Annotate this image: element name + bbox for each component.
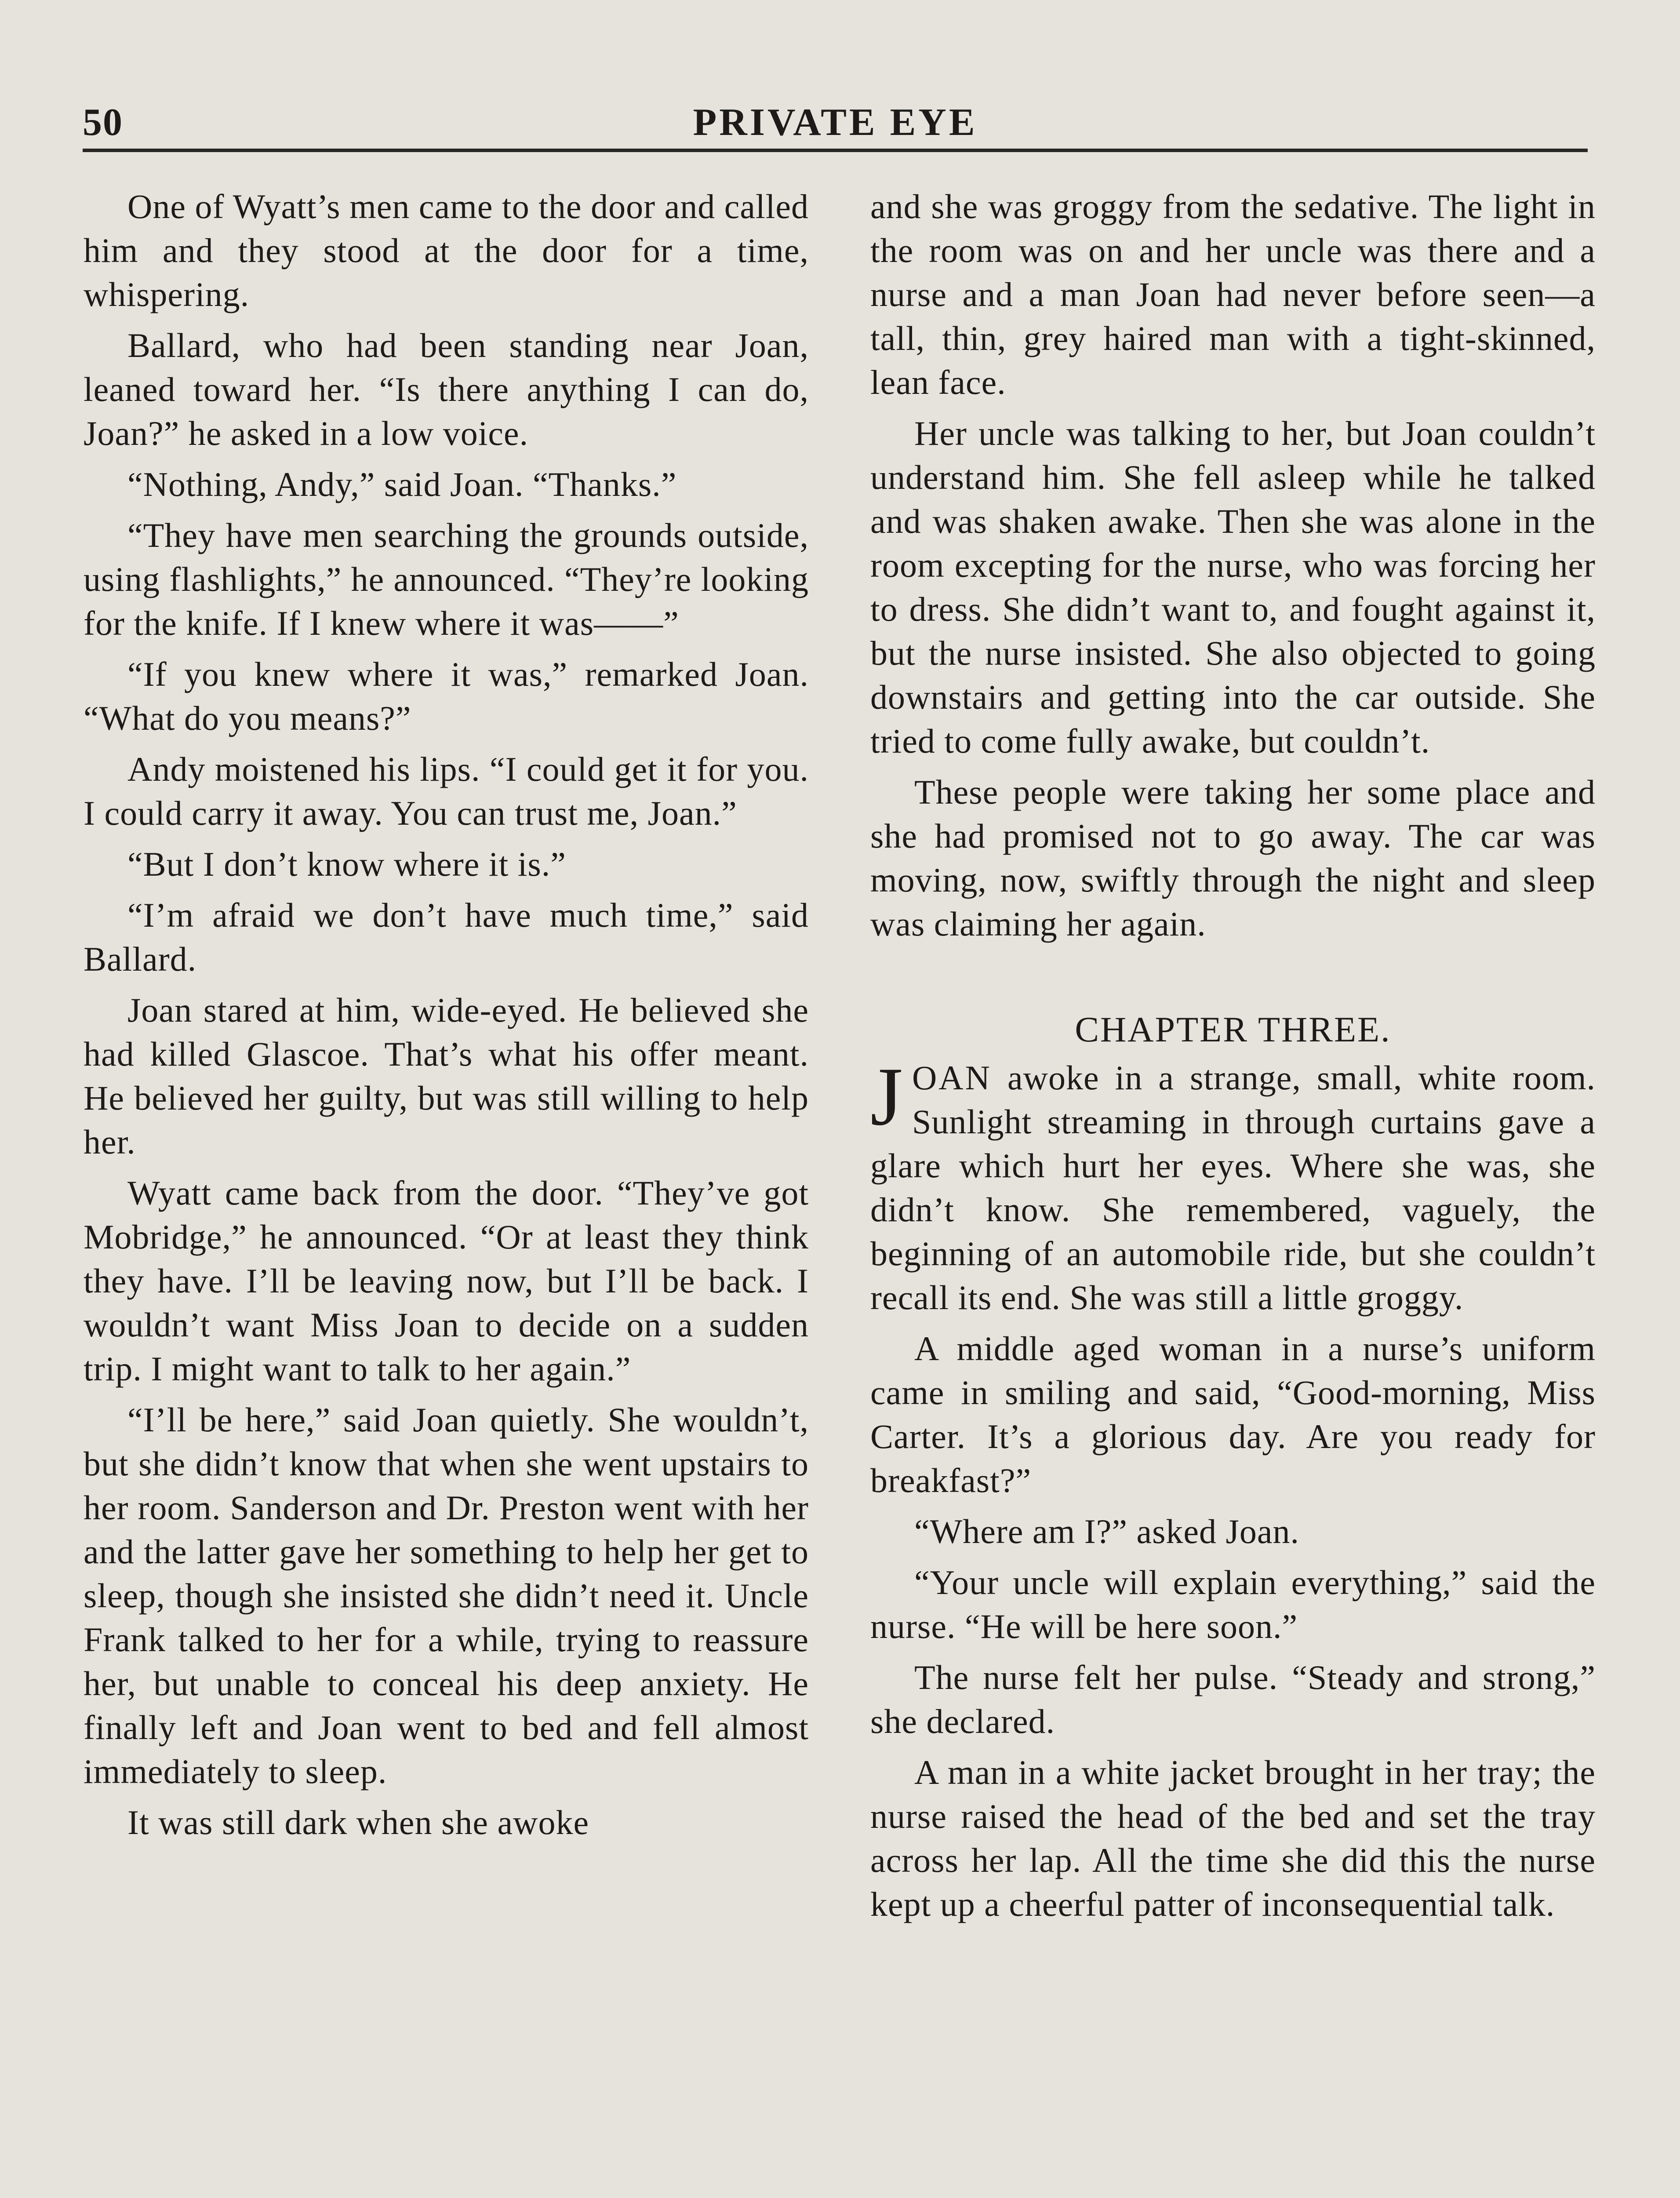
paragraph: It was still dark when she awoke <box>127 1803 589 1841</box>
paragraph: Joan stared at him, wide-eyed. He believed she had killed Glascoe. That’s what his offer meant. He believed her guilty, but was still willing to help her. <box>84 991 809 1161</box>
paragraph: Andy moistened his lips. “I could get it for you. I could carry it away. You can trust me, Joan.” <box>84 750 809 832</box>
paragraph: These people were taking her some place and she had promised not to go away. The car was moving, now, swiftly through the night and sleep was claiming her again. <box>870 773 1596 943</box>
paragraph: Ballard, who had been standing near Joan, leaned toward her. “Is there anything I can do, Joan?” he asked in a low voice. <box>84 326 809 452</box>
opening-smallcaps: OAN <box>912 1059 992 1097</box>
right-column <box>870 185 1596 1933</box>
opening-text: awoke in a strange, small, white room. Sunlight streaming in through curtains gave a glare which hurt her eyes. Where she was, she didn’t know. She remembered, vaguely, the beginning of an automobile ride, but she couldn’t recall its end. She was still a little groggy. <box>870 1059 1596 1317</box>
left-column <box>84 185 809 1852</box>
paragraph: A middle aged woman in a nurse’s uniform came in smiling and said, “Good-morning, Miss Carter. It’s a glorious day. Are you ready for breakfast?” <box>870 1329 1596 1499</box>
drop-cap: J <box>870 1051 903 1143</box>
chapter-heading: CHAPTER THREE. <box>1075 1009 1391 1049</box>
running-head <box>83 96 1588 152</box>
paragraph: The nurse felt her pulse. “Steady and strong,” she declared. <box>870 1658 1596 1740</box>
paragraph: “Where am I?” asked Joan. <box>914 1512 1300 1550</box>
paragraph: One of Wyatt’s men came to the door and called him and they stood at the door for a time, whispering. <box>84 187 809 313</box>
paragraph: A man in a white jacket brought in her tray; the nurse raised the head of the bed and set the tray across her lap. All the time she did this the nurse kept up a cheerful patter of inconsequential talk. <box>870 1753 1596 1923</box>
paragraph: “If you knew where it was,” remarked Joan. “What do you means?” <box>84 655 809 737</box>
paragraph: “Your uncle will explain everything,” said the nurse. “He will be here soon.” <box>870 1563 1596 1645</box>
paragraph: and she was groggy from the sedative. The light in the room was on and her uncle was there and a nurse and a man Joan had never before seen—a tall, thin, grey haired man with a tight-skinned, lean face. <box>870 187 1596 401</box>
chapter-opening-paragraph <box>870 1051 1596 1320</box>
paragraph: “I’ll be here,” said Joan quietly. She wouldn’t, but she didn’t know that when she went upstairs to her room. Sanderson and Dr. Preston went with her and the latter gave her something to help her get to sleep, though she insisted she didn’t need it. Uncle Frank talked to her for a while, trying to reassure her, but unable to conceal his deep anxiety. He finally left and Joan went to bed and fell almost immediately to sleep. <box>84 1401 809 1790</box>
paragraph: “But I don’t know where it is.” <box>127 845 566 883</box>
page-number: 50 <box>83 101 123 144</box>
paragraph: “Nothing, Andy,” said Joan. “Thanks.” <box>127 465 677 503</box>
paragraph: “I’m afraid we don’t have much time,” said Ballard. <box>84 896 809 978</box>
magazine-title: PRIVATE EYE <box>693 101 978 144</box>
paragraph: “They have men searching the grounds outside, using flashlights,” he announced. “They’re looking for the knife. If I knew where it was——” <box>84 516 809 642</box>
paragraph: Her uncle was talking to her, but Joan couldn’t understand him. She fell asleep while he talked and was shaken awake. Then she was alone in the room excepting for the nurse, who was forcing her to dress. She didn’t want to, and fought against it, but the nurse insisted. She also objected to going downstairs and getting into the car outside. She tried to come fully awake, but couldn’t. <box>870 414 1596 760</box>
paragraph: Wyatt came back from the door. “They’ve got Mobridge,” he announced. “Or at least they think they have. I’ll be leaving now, but I’ll be back. I wouldn’t want Miss Joan to decide on a sudden trip. I might want to talk to her again.” <box>84 1174 809 1388</box>
